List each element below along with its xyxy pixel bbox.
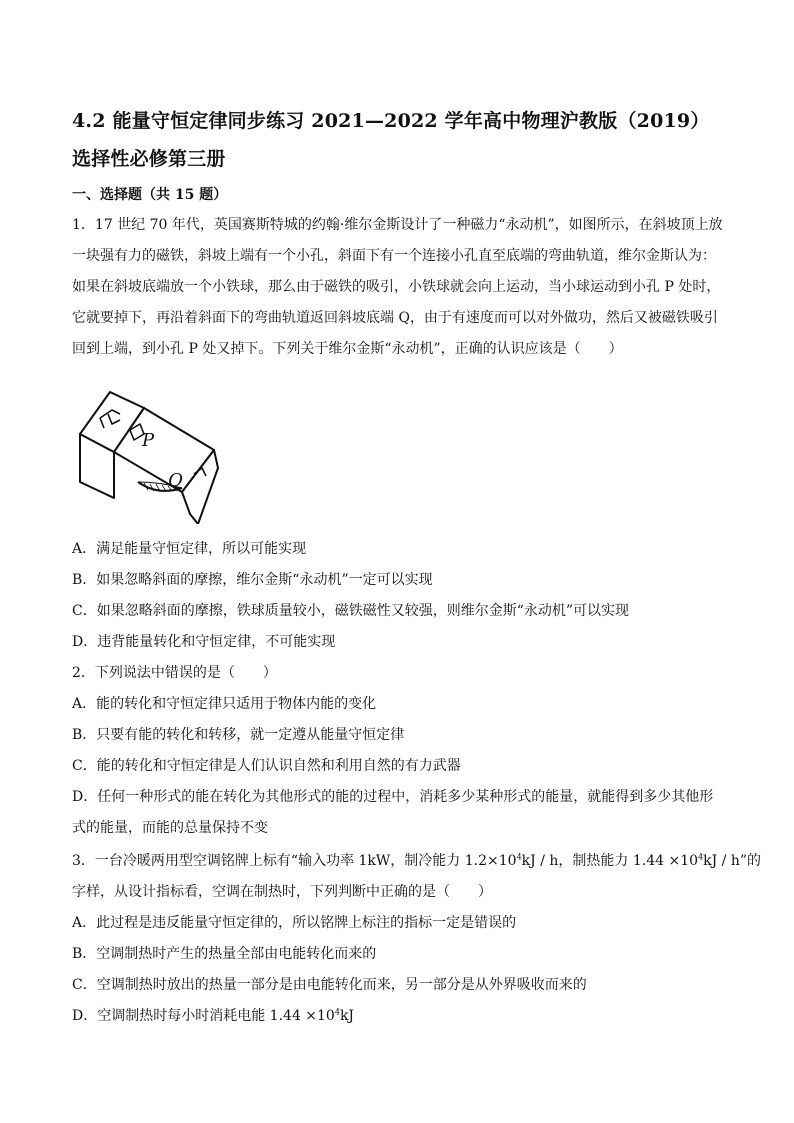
q3-option-d-part-1: D．空调制热时每小时消耗电能 1.44 ×10 — [72, 1008, 335, 1024]
document-title — [72, 102, 732, 178]
label-q: Q — [168, 470, 183, 491]
question-3-stem — [72, 846, 761, 877]
q1-option-c[interactable]: C．如果忽略斜面的摩擦，铁球质量较小，磁铁磁性又较强，则维尔金斯“永动机”可以实现 — [72, 603, 630, 619]
q1-line: 如果在斜坡底端放一个小铁球，那么由于磁铁的吸引，小铁球就会向上运动，当小球运动到小孔 P 处时， — [72, 279, 721, 295]
q3-stem-part-2: kJ / h，制热能力 1.44 ×10 — [521, 853, 699, 869]
q3-option-b[interactable]: B．空调制热时产生的热量全部由电能转化而来的 — [72, 946, 377, 962]
q3-option-d-part-2: kJ — [339, 1008, 355, 1024]
q1-line: 回到上端，到小孔 P 处又掉下。下列关于维尔金斯“永动机”，正确的认识应该是（ ） — [72, 341, 623, 357]
label-p: P — [142, 430, 155, 451]
q3-exponent: 4 — [334, 1007, 340, 1017]
q3-stem-part-3: kJ / h”的 — [703, 853, 761, 869]
question-1-stem — [72, 210, 722, 365]
q3-stem-part-1: 3．一台冷暖两用型空调铭牌上标有“输入功率 1kW，制冷能力 1.2×10 — [72, 853, 517, 869]
q1-line: 1．17 世纪 70 年代，英国赛斯特城的约翰·维尔金斯设计了一种磁力“永动机”，如图所示，在斜坡顶上放 — [72, 217, 723, 233]
question-2-stem: 2．下列说法中错误的是（ ） — [72, 665, 277, 681]
perpetual-motion-figure — [74, 384, 244, 524]
magnet-slope-diagram — [74, 384, 244, 524]
q3-option-c[interactable]: C．空调制热时放出的热量一部分是由电能转化而来，另一部分是从外界吸收而来的 — [72, 977, 587, 993]
q2-option-a[interactable]: A．能的转化和守恒定律只适用于物体内能的变化 — [72, 696, 377, 712]
q2-option-d-continued: 式的能量，而能的总量保持不变 — [72, 820, 268, 836]
q1-option-b[interactable]: B．如果忽略斜面的摩擦，维尔金斯“永动机”一定可以实现 — [72, 572, 433, 588]
q3-exponent: 4 — [698, 852, 704, 862]
q2-option-b[interactable]: B．只要有能的转化和转移，就一定遵从能量守恒定律 — [72, 727, 405, 743]
q3-exponent: 4 — [516, 852, 522, 862]
q2-option-d[interactable]: D．任何一种形式的能在转化为其他形式的能的过程中，消耗多少某种形式的能量，就能得到多少其他形 — [72, 789, 714, 805]
q1-option-a[interactable]: A．满足能量守恒定律，所以可能实现 — [72, 541, 307, 557]
question-3-stem-line-2: 字样，从设计指标看，空调在制热时，下列判断中正确的是（ ） — [72, 884, 492, 900]
q1-line: 一块强有力的磁铁，斜坡上端有一个小孔，斜面下有一个连接小孔直至底端的弯曲轨道，维尔金斯认为： — [72, 248, 716, 264]
q1-option-d[interactable]: D．违背能量转化和守恒定律，不可能实现 — [72, 634, 336, 650]
title-line-1: 4.2 能量守恒定律同步练习 2021—2022 学年高中物理沪教版（2019） — [72, 110, 710, 132]
q3-option-d[interactable] — [72, 1001, 722, 1032]
q2-option-c[interactable]: C．能的转化和守恒定律是人们认识自然和利用自然的有力武器 — [72, 758, 461, 774]
q3-option-a[interactable]: A．此过程是违反能量守恒定律的，所以铭牌上标注的指标一定是错误的 — [72, 915, 517, 931]
q1-line: 它就要掉下，再沿着斜面下的弯曲轨道返回斜坡底端 Q，由于有速度而可以对外做功，然后又被磁铁吸引 — [72, 310, 718, 326]
title-line-2: 选择性必修第三册 — [72, 148, 226, 170]
section-heading: 一、选择题（共 15 题） — [72, 187, 228, 203]
